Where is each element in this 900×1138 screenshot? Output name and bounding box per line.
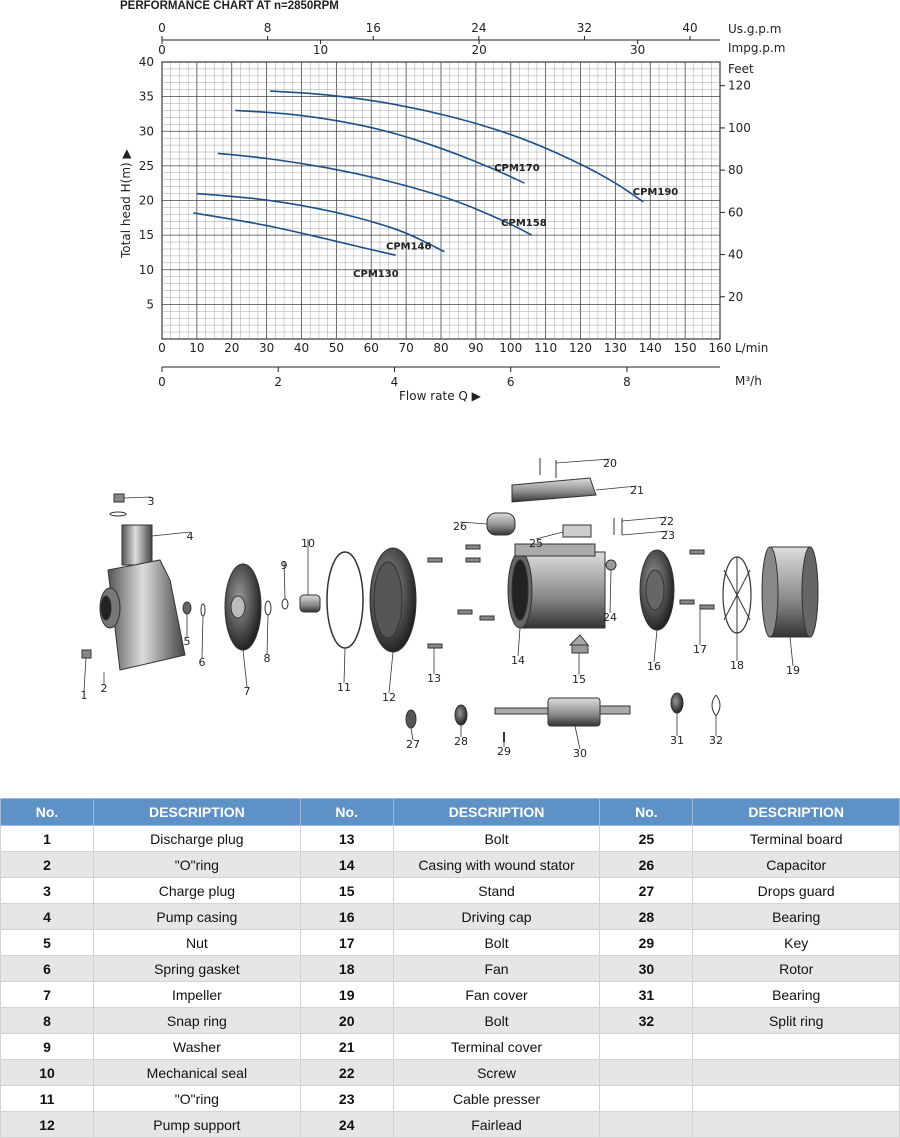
part-description-cell: "O"ring <box>94 852 301 878</box>
part-number-cell: 15 <box>300 878 393 904</box>
part-description-cell: Driving cap <box>393 904 600 930</box>
part-label-18: 18 <box>730 659 744 672</box>
fan-cover-shape <box>762 547 818 637</box>
feet-tick-label: 60 <box>728 205 744 220</box>
part-number-cell: 10 <box>1 1060 94 1086</box>
part-label-19: 19 <box>786 664 800 677</box>
us-gpm-axis-label: Us.g.p.m <box>728 22 782 36</box>
part-description-cell <box>693 1034 900 1060</box>
part-label-4: 4 <box>186 530 194 543</box>
part-label-27: 27 <box>406 738 420 751</box>
x-tick-label: 150 <box>673 341 697 355</box>
part-label-15: 15 <box>572 673 586 686</box>
m3h-tick-label: 0 <box>158 375 166 389</box>
part-number-cell: 22 <box>300 1060 393 1086</box>
part-number-cell <box>600 1060 693 1086</box>
bearing-front-shape <box>455 705 467 725</box>
us-gpm-tick-label: 32 <box>576 21 593 35</box>
spring-gasket-shape <box>201 604 205 616</box>
part-number-cell: 31 <box>600 982 693 1008</box>
part-description-cell: Split ring <box>693 1008 900 1034</box>
part-number-cell: 19 <box>300 982 393 1008</box>
x-tick-label: 10 <box>189 341 205 355</box>
part-description-cell: Key <box>693 930 900 956</box>
x-axis-label: Flow rate Q ▶ <box>399 389 481 403</box>
table-row <box>1 878 900 904</box>
feet-tick-label: 120 <box>728 78 751 93</box>
series-label-cpm146: CPM146 <box>385 241 432 253</box>
m3h-tick-label: 8 <box>623 375 631 389</box>
part-number-cell: 5 <box>1 930 94 956</box>
part-description-cell: Bolt <box>393 826 600 852</box>
part-number-cell: 23 <box>300 1086 393 1112</box>
m3h-tick-label: 6 <box>506 375 515 389</box>
header-description-3: DESCRIPTION <box>693 799 900 826</box>
part-number-cell <box>600 1034 693 1060</box>
part-description-cell <box>693 1112 900 1138</box>
part-number-cell: 9 <box>1 1034 94 1060</box>
imp-gpm-tick-label: 10 <box>312 43 329 57</box>
washer-shape <box>282 599 288 609</box>
leader-line-12 <box>389 652 393 693</box>
part-description-cell: Charge plug <box>94 878 301 904</box>
part-description-cell: Bolt <box>393 930 600 956</box>
part-label-23: 23 <box>661 529 675 542</box>
part-description-cell: Drops guard <box>693 878 900 904</box>
part-number-cell: 3 <box>1 878 94 904</box>
stator-casing-shape <box>508 544 605 628</box>
y-tick-label: 15 <box>138 228 154 243</box>
part-number-cell: 8 <box>1 1008 94 1034</box>
y-tick-label: 20 <box>138 193 154 208</box>
part-description-cell: Terminal cover <box>393 1034 600 1060</box>
imp-gpm-tick-label: 20 <box>471 43 487 57</box>
split-ring-shape <box>712 695 720 716</box>
part-description-cell: Fan cover <box>393 982 600 1008</box>
large-oring-shape <box>327 552 363 648</box>
part-description-cell: Pump casing <box>94 904 301 930</box>
terminal-board-shape <box>563 525 591 537</box>
us-gpm-tick-label: 8 <box>263 21 272 35</box>
leader-line-7 <box>243 650 247 687</box>
part-description-cell: Fan <box>393 956 600 982</box>
table-row <box>1 1034 900 1060</box>
x-tick-label: 110 <box>534 341 558 355</box>
part-label-28: 28 <box>454 735 468 748</box>
y-tick-label: 30 <box>138 124 154 139</box>
oring-shape <box>110 512 126 516</box>
part-number-cell: 29 <box>600 930 693 956</box>
feet-tick-label: 80 <box>728 163 744 178</box>
x-tick-label: 40 <box>293 341 310 355</box>
part-number-cell: 13 <box>300 826 393 852</box>
feet-axis-label: Feet <box>728 62 754 76</box>
part-label-9: 9 <box>280 559 288 572</box>
part-label-32: 32 <box>709 734 723 747</box>
y-axis-label: Total head H(m) ▶ <box>119 149 133 258</box>
chart-title: PERFORMANCE CHART AT n=2850RPM <box>120 0 339 12</box>
part-description-cell: Casing with wound stator <box>393 852 600 878</box>
leader-line-4 <box>152 532 190 536</box>
part-label-20: 20 <box>603 457 617 470</box>
part-description-cell: Screw <box>393 1060 600 1086</box>
header-no-2: No. <box>300 799 393 826</box>
x-tick-label: 80 <box>433 341 449 355</box>
part-number-cell: 30 <box>600 956 693 982</box>
y-tick-label: 35 <box>138 89 154 104</box>
terminal-cover-shape <box>512 478 596 502</box>
x-tick-label: 30 <box>258 341 275 355</box>
part-description-cell: Discharge plug <box>94 826 301 852</box>
part-label-13: 13 <box>427 672 441 685</box>
part-label-24: 24 <box>603 611 617 624</box>
leader-line-24 <box>610 570 611 613</box>
part-description-cell: Rotor <box>693 956 900 982</box>
exploded-view-diagram <box>0 440 900 770</box>
x-tick-label: 70 <box>398 341 414 355</box>
part-label-1: 1 <box>80 689 88 702</box>
m3h-tick-label: 4 <box>390 375 399 389</box>
part-number-cell: 14 <box>300 852 393 878</box>
table-row <box>1 904 900 930</box>
us-gpm-tick-label: 0 <box>158 21 166 35</box>
table-row <box>1 1112 900 1138</box>
y-tick-label: 40 <box>138 55 154 69</box>
part-description-cell <box>693 1060 900 1086</box>
part-description-cell: Bearing <box>693 982 900 1008</box>
x-tick-label: 160 <box>708 341 732 355</box>
x-tick-label: 50 <box>328 341 345 355</box>
capacitor-shape <box>487 513 515 535</box>
performance-chart <box>0 0 900 430</box>
part-description-cell <box>693 1086 900 1112</box>
part-description-cell: Nut <box>94 930 301 956</box>
part-label-29: 29 <box>497 745 511 758</box>
discharge-plug-shape <box>82 650 91 658</box>
x-tick-label: 20 <box>224 341 240 355</box>
leader-line-16 <box>654 630 657 662</box>
table-row <box>1 1086 900 1112</box>
part-label-6: 6 <box>198 656 206 669</box>
table-row <box>1 1008 900 1034</box>
y-tick-label: 5 <box>146 297 154 312</box>
nut-shape <box>183 602 191 614</box>
part-label-31: 31 <box>670 734 684 747</box>
header-description-1: DESCRIPTION <box>94 799 301 826</box>
part-label-14: 14 <box>511 654 525 667</box>
part-label-21: 21 <box>630 484 644 497</box>
part-description-cell: Washer <box>94 1034 301 1060</box>
part-label-12: 12 <box>382 691 396 704</box>
part-number-cell <box>600 1112 693 1138</box>
part-label-16: 16 <box>647 660 661 673</box>
part-shapes <box>82 458 818 742</box>
table-row <box>1 1060 900 1086</box>
part-description-cell: Impeller <box>94 982 301 1008</box>
part-label-8: 8 <box>263 652 271 665</box>
part-label-17: 17 <box>693 643 707 656</box>
header-description-2: DESCRIPTION <box>393 799 600 826</box>
leader-line-20 <box>556 459 610 463</box>
part-number-cell: 6 <box>1 956 94 982</box>
x-tick-label: 0 <box>158 341 166 355</box>
part-description-cell: Terminal board <box>693 826 900 852</box>
part-label-3: 3 <box>147 495 155 508</box>
leader-line-1 <box>84 658 86 691</box>
imp-gpm-axis-label: Impg.p.m <box>728 41 786 55</box>
us-gpm-tick-label: 40 <box>682 21 698 35</box>
feet-tick-label: 100 <box>728 120 751 135</box>
table-header-row <box>1 799 900 826</box>
feet-tick-label: 20 <box>728 289 744 304</box>
part-number-cell: 28 <box>600 904 693 930</box>
part-description-cell: Stand <box>393 878 600 904</box>
x-unit-label: L/min <box>735 341 769 355</box>
snap-ring-shape <box>265 601 271 615</box>
table-row <box>1 826 900 852</box>
part-description-cell: Pump support <box>94 1112 301 1138</box>
part-label-11: 11 <box>337 681 351 694</box>
part-description-cell: Fairlead <box>393 1112 600 1138</box>
series-label-cpm190: CPM190 <box>632 186 679 198</box>
table-row <box>1 930 900 956</box>
part-number-cell: 1 <box>1 826 94 852</box>
chart-grid <box>162 62 720 339</box>
us-gpm-tick-label: 24 <box>471 21 487 35</box>
leader-line-19 <box>790 637 793 666</box>
part-number-cell: 21 <box>300 1034 393 1060</box>
part-number-cell: 26 <box>600 852 693 878</box>
fairlead-shape <box>606 560 616 570</box>
part-number-cell: 18 <box>300 956 393 982</box>
part-description-cell: Bearing <box>693 904 900 930</box>
header-no-1: No. <box>1 799 94 826</box>
part-description-cell: Mechanical seal <box>94 1060 301 1086</box>
y-tick-label: 25 <box>138 158 154 173</box>
x-tick-label: 140 <box>638 341 662 355</box>
part-label-10: 10 <box>301 537 315 550</box>
part-description-cell: Spring gasket <box>94 956 301 982</box>
part-label-2: 2 <box>100 682 108 695</box>
part-description-cell: Bolt <box>393 1008 600 1034</box>
part-number-cell <box>600 1086 693 1112</box>
part-number-cell: 24 <box>300 1112 393 1138</box>
x-tick-label: 100 <box>499 341 523 355</box>
imp-gpm-tick-label: 0 <box>158 43 166 57</box>
part-number-cell: 16 <box>300 904 393 930</box>
x-tick-label: 60 <box>363 341 379 355</box>
x-tick-label: 120 <box>569 341 592 355</box>
part-number-cell: 32 <box>600 1008 693 1034</box>
us-gpm-tick-label: 16 <box>365 21 381 35</box>
x-tick-label: 90 <box>468 341 484 355</box>
part-number-cell: 27 <box>600 878 693 904</box>
part-number-cell: 2 <box>1 852 94 878</box>
part-number-cell: 25 <box>600 826 693 852</box>
part-label-22: 22 <box>660 515 674 528</box>
m3h-axis-label: M³/h <box>735 374 762 388</box>
series-label-cpm170: CPM170 <box>494 163 540 175</box>
series-label-cpm130: CPM130 <box>353 269 399 281</box>
pump-casing-shape <box>100 525 185 670</box>
header-no-3: No. <box>600 799 693 826</box>
part-number-cell: 7 <box>1 982 94 1008</box>
bearing-rear-shape <box>671 693 683 713</box>
part-description-cell: Capacitor <box>693 852 900 878</box>
part-description-cell: Cable presser <box>393 1086 600 1112</box>
parts-table <box>0 798 900 1138</box>
fan-shape <box>723 557 751 633</box>
part-label-30: 30 <box>573 747 587 760</box>
x-tick-label: 130 <box>603 341 627 355</box>
part-description-cell: Snap ring <box>94 1008 301 1034</box>
drops-guard-shape <box>406 710 416 728</box>
feet-tick-label: 40 <box>728 247 744 262</box>
y-tick-label: 10 <box>138 262 154 277</box>
leader-line-11 <box>344 648 345 683</box>
rotor-shape <box>495 698 630 726</box>
part-label-26: 26 <box>453 520 467 533</box>
series-label-cpm158: CPM158 <box>501 218 547 230</box>
part-number-cell: 12 <box>1 1112 94 1138</box>
part-number-cell: 11 <box>1 1086 94 1112</box>
m3h-tick-label: 2 <box>274 375 283 389</box>
parts-table-wrapper <box>0 798 900 1138</box>
leader-line-30 <box>575 726 580 749</box>
leader-line-14 <box>518 628 520 656</box>
mechanical-seal-shape <box>300 595 320 612</box>
table-row <box>1 982 900 1008</box>
leader-line-8 <box>267 615 268 654</box>
part-number-cell: 20 <box>300 1008 393 1034</box>
table-row <box>1 956 900 982</box>
part-number-cell: 17 <box>300 930 393 956</box>
part-label-7: 7 <box>243 685 251 698</box>
part-number-cell: 4 <box>1 904 94 930</box>
part-label-5: 5 <box>183 635 191 648</box>
imp-gpm-tick-label: 30 <box>629 43 646 57</box>
stand-shape <box>570 635 588 645</box>
parts-table-body <box>1 826 900 1138</box>
part-description-cell: "O"ring <box>94 1086 301 1112</box>
table-row <box>1 852 900 878</box>
charge-plug-shape <box>114 494 124 502</box>
leader-line-6 <box>202 616 203 658</box>
part-label-25: 25 <box>529 537 543 550</box>
